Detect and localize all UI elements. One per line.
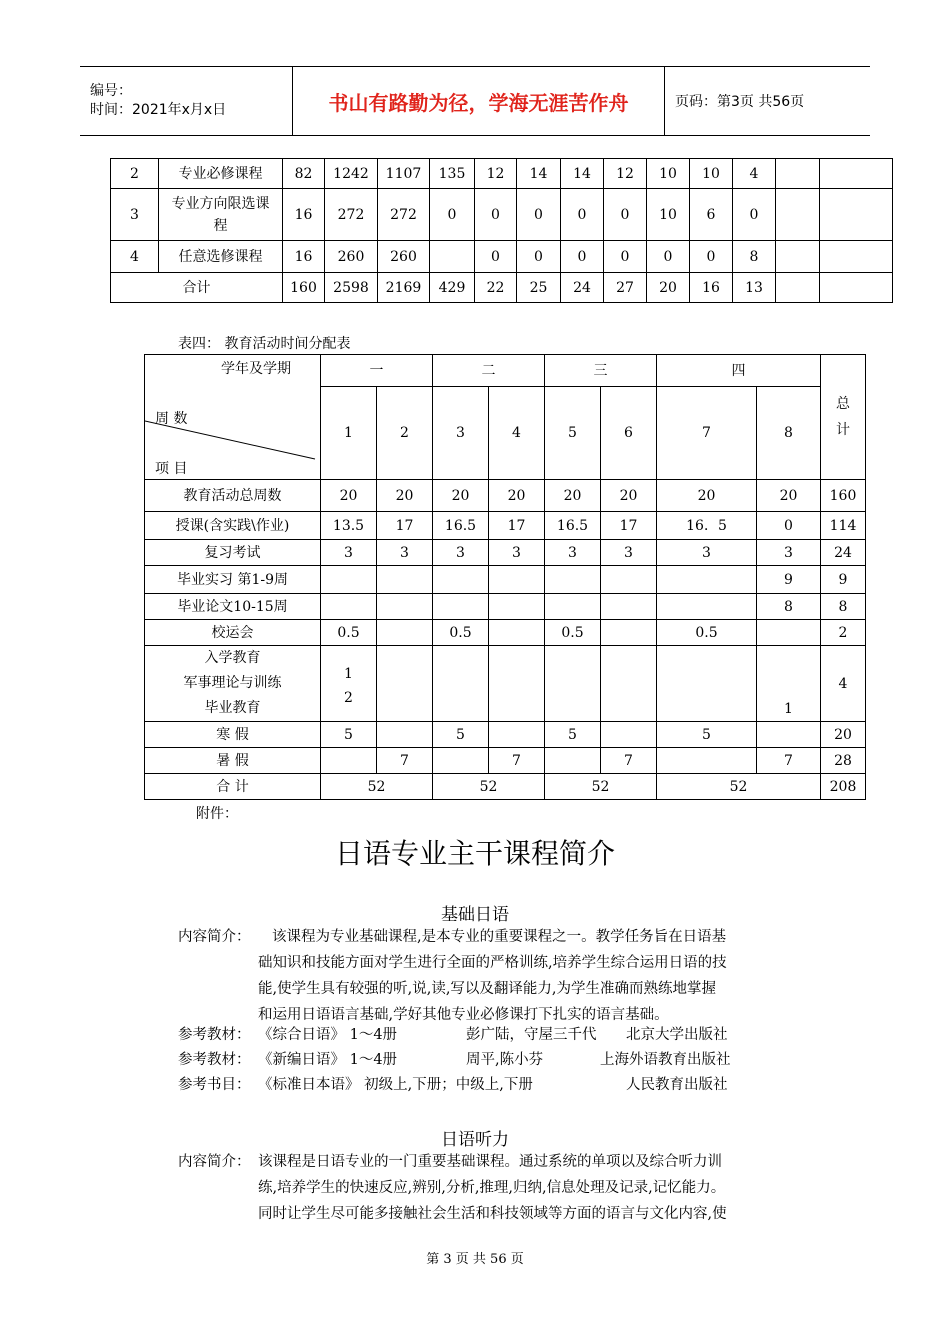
table-cell: 16 bbox=[283, 189, 325, 241]
total-header bbox=[821, 355, 866, 480]
table-cell bbox=[321, 646, 377, 722]
term-header: 1 bbox=[321, 387, 377, 480]
term-header: 2 bbox=[377, 387, 433, 480]
table-cell: 8 bbox=[757, 594, 821, 620]
table-cell: 0.5 bbox=[657, 620, 757, 646]
term-header: 5 bbox=[545, 387, 601, 480]
table-cell: 3 bbox=[377, 540, 433, 566]
table-cell bbox=[776, 189, 820, 241]
table-cell bbox=[377, 722, 433, 748]
term-header: 8 bbox=[757, 387, 821, 480]
table-cell: 2169 bbox=[378, 273, 430, 303]
table-cell: 0 bbox=[733, 189, 776, 241]
header-motto: 书山有路勤为径，学海无涯苦作舟 bbox=[293, 67, 665, 136]
table-cell: 272 bbox=[378, 189, 430, 241]
table-cell: 272 bbox=[325, 189, 378, 241]
intro-line: 同时让学生尽可能多接触社会生活和科技领域等方面的语言与文化内容,使 bbox=[258, 1206, 727, 1222]
reference-item bbox=[178, 1022, 828, 1047]
year-header: 二 bbox=[433, 355, 545, 387]
table-total-row bbox=[111, 273, 893, 303]
table-cell bbox=[820, 189, 893, 241]
table-cell: 52 bbox=[545, 774, 657, 800]
term-header: 4 bbox=[489, 387, 545, 480]
table-cell: 7 bbox=[757, 748, 821, 774]
table-cell bbox=[489, 722, 545, 748]
row-label: 合 计 bbox=[145, 774, 321, 800]
table-cell: 3 bbox=[489, 540, 545, 566]
table-cell: 0.5 bbox=[433, 620, 489, 646]
table-cell: 专业方向限选课程 bbox=[159, 189, 283, 241]
table-cell: 52 bbox=[433, 774, 545, 800]
table-cell bbox=[776, 241, 820, 273]
row-label: 毕业实习 第1-9周 bbox=[145, 566, 321, 594]
table-cell: 12 bbox=[604, 159, 647, 189]
table-cell: 20 bbox=[647, 273, 690, 303]
credit-table bbox=[110, 158, 893, 303]
table-cell: 3 bbox=[111, 189, 159, 241]
table-cell: 28 bbox=[821, 748, 866, 774]
term-header: 6 bbox=[601, 387, 657, 480]
table-cell: 5 bbox=[545, 722, 601, 748]
table-cell: 0 bbox=[475, 241, 517, 273]
table-cell: 13.5 bbox=[321, 512, 377, 540]
table-cell bbox=[321, 748, 377, 774]
year-header: 三 bbox=[545, 355, 657, 387]
table-cell: 4 bbox=[111, 241, 159, 273]
table-cell: 9 bbox=[821, 566, 866, 594]
row-label: 暑 假 bbox=[145, 748, 321, 774]
table-cell bbox=[545, 594, 601, 620]
table-cell: 16 bbox=[283, 241, 325, 273]
page-footer: 第 3 页 共 56 页 bbox=[426, 1252, 524, 1267]
table-cell bbox=[545, 646, 601, 722]
table-cell bbox=[433, 646, 489, 722]
table-cell: 1242 bbox=[325, 159, 378, 189]
table-cell bbox=[489, 620, 545, 646]
row-label: 授课(含实践\作业) bbox=[145, 512, 321, 540]
table-row bbox=[111, 241, 893, 273]
table-cell bbox=[377, 566, 433, 594]
table-cell bbox=[545, 566, 601, 594]
table-cell: 3 bbox=[433, 540, 489, 566]
table-cell: 专业必修课程 bbox=[159, 159, 283, 189]
table-cell: 4 bbox=[733, 159, 776, 189]
table-cell bbox=[433, 566, 489, 594]
table-cell: 16．5 bbox=[657, 512, 757, 540]
header-meta bbox=[80, 67, 293, 136]
table-cell: 1107 bbox=[378, 159, 430, 189]
table-cell: 24 bbox=[821, 540, 866, 566]
row-label: 毕业论文10-15周 bbox=[145, 594, 321, 620]
corner-header-cell bbox=[145, 355, 321, 480]
table-row bbox=[145, 540, 866, 566]
table-cell: 20 bbox=[321, 480, 377, 512]
year-header: 一 bbox=[321, 355, 433, 387]
reference-list bbox=[178, 1022, 828, 1097]
corner-label-weeks: 周 数 bbox=[155, 411, 188, 427]
table-cell: 17 bbox=[489, 512, 545, 540]
table-cell: 2 bbox=[821, 620, 866, 646]
row-label-line: 入学教育 bbox=[204, 650, 261, 666]
table-cell bbox=[820, 273, 893, 303]
table-cell: 20 bbox=[657, 480, 757, 512]
table-cell: 20 bbox=[489, 480, 545, 512]
table-cell: 260 bbox=[325, 241, 378, 273]
table-cell: 3 bbox=[757, 540, 821, 566]
table-row bbox=[145, 566, 866, 594]
table-cell: 160 bbox=[821, 480, 866, 512]
table-cell: 82 bbox=[283, 159, 325, 189]
table-cell: 0 bbox=[690, 241, 733, 273]
table-cell bbox=[433, 748, 489, 774]
table-cell: 25 bbox=[517, 273, 561, 303]
table-cell: 0 bbox=[647, 241, 690, 273]
table-cell bbox=[657, 594, 757, 620]
table-cell: 8 bbox=[733, 241, 776, 273]
table-cell: 17 bbox=[601, 512, 657, 540]
table-cell: 3 bbox=[601, 540, 657, 566]
table-header-row bbox=[145, 355, 866, 387]
row-label: 寒 假 bbox=[145, 722, 321, 748]
intro-line: 练,培养学生的快速反应,辨别,分析,推理,归纳,信息处理及记录,记忆能力。 bbox=[258, 1180, 726, 1196]
intro-line: 和运用日语语言基础,学好其他专业必修课打下扎实的语言基础。 bbox=[258, 1007, 669, 1023]
table-row bbox=[145, 722, 866, 748]
table-cell bbox=[377, 620, 433, 646]
year-header: 四 bbox=[657, 355, 821, 387]
intro-line: 该课程为专业基础课程,是本专业的重要课程之一。教学任务旨在日语基 bbox=[272, 929, 727, 945]
table-cell bbox=[820, 241, 893, 273]
table-row bbox=[145, 646, 866, 722]
table-cell: 4 bbox=[821, 646, 866, 722]
page-title: 日语专业主干课程简介 bbox=[334, 837, 615, 870]
document-number: 编号： bbox=[90, 83, 132, 99]
table-cell bbox=[430, 241, 475, 273]
table-cell: 0 bbox=[475, 189, 517, 241]
table-cell bbox=[433, 594, 489, 620]
table-cell bbox=[601, 620, 657, 646]
table-cell: 9 bbox=[757, 566, 821, 594]
row-label: 复习考试 bbox=[145, 540, 321, 566]
table-cell: 20 bbox=[433, 480, 489, 512]
table-cell: 0 bbox=[517, 189, 561, 241]
intro-label: 内容简介： bbox=[178, 929, 251, 945]
table-cell: 160 bbox=[283, 273, 325, 303]
table-cell: 0 bbox=[561, 189, 604, 241]
table-cell bbox=[757, 620, 821, 646]
table-cell: 合计 bbox=[111, 273, 283, 303]
table-cell: 16 bbox=[690, 273, 733, 303]
term-header: 7 bbox=[657, 387, 757, 480]
table-cell: 0 bbox=[517, 241, 561, 273]
total-header-text: 总计 bbox=[836, 396, 850, 438]
table-cell: 10 bbox=[647, 159, 690, 189]
table-cell: 22 bbox=[475, 273, 517, 303]
table-cell bbox=[657, 646, 757, 722]
table-row bbox=[111, 159, 893, 189]
table-cell bbox=[489, 566, 545, 594]
table-cell bbox=[489, 594, 545, 620]
reference-author: 彭广陆，守屋三千代 bbox=[466, 1027, 597, 1043]
table-cell: 2 bbox=[111, 159, 159, 189]
reference-item bbox=[178, 1047, 828, 1072]
table-cell: 208 bbox=[821, 774, 866, 800]
table-cell: 6 bbox=[690, 189, 733, 241]
reference-publisher: 北京大学出版社 bbox=[626, 1027, 728, 1043]
reference-publisher: 上海外语教育出版社 bbox=[600, 1052, 731, 1068]
table-cell bbox=[545, 748, 601, 774]
table-cell: 0 bbox=[604, 189, 647, 241]
table-cell: 7 bbox=[601, 748, 657, 774]
table-cell bbox=[377, 594, 433, 620]
intro-text bbox=[258, 1149, 828, 1227]
reference-publisher: 人民教育出版社 bbox=[626, 1077, 728, 1093]
table-cell bbox=[489, 646, 545, 722]
table-cell: 3 bbox=[321, 540, 377, 566]
table-cell: 0 bbox=[604, 241, 647, 273]
table-cell: 52 bbox=[321, 774, 433, 800]
table-cell: 3 bbox=[545, 540, 601, 566]
table-cell: 0 bbox=[757, 512, 821, 540]
table-cell: 27 bbox=[604, 273, 647, 303]
course-intro bbox=[178, 1149, 828, 1229]
table-cell bbox=[321, 594, 377, 620]
table-cell: 20 bbox=[601, 480, 657, 512]
table-cell: 52 bbox=[657, 774, 821, 800]
table-cell bbox=[757, 646, 821, 722]
table-cell: 16.5 bbox=[545, 512, 601, 540]
row-label-line: 军事理论与训练 bbox=[183, 675, 282, 691]
activity-time-table bbox=[144, 354, 866, 800]
term-header: 3 bbox=[433, 387, 489, 480]
table-cell: 7 bbox=[377, 748, 433, 774]
table-cell bbox=[820, 159, 893, 189]
table-cell bbox=[601, 722, 657, 748]
table-cell bbox=[657, 566, 757, 594]
table-row bbox=[145, 512, 866, 540]
page-header bbox=[80, 66, 870, 136]
table-cell: 3 bbox=[657, 540, 757, 566]
header-page-info: 页码：第3页 共56页 bbox=[665, 67, 871, 136]
cell-line: 2 bbox=[344, 690, 353, 706]
intro-line: 能,使学生具有较强的听,说,读,写以及翻译能力,为学生准确而熟练地掌握 bbox=[258, 981, 717, 997]
table-cell: 0.5 bbox=[321, 620, 377, 646]
table-cell: 任意选修课程 bbox=[159, 241, 283, 273]
table-total-row bbox=[145, 774, 866, 800]
row-label bbox=[145, 646, 321, 722]
table-cell bbox=[776, 159, 820, 189]
table-cell bbox=[601, 646, 657, 722]
row-label: 教育活动总周数 bbox=[145, 480, 321, 512]
table-cell: 5 bbox=[433, 722, 489, 748]
row-label-line: 毕业教育 bbox=[204, 700, 261, 716]
intro-line: 础知识和技能方面对学生进行全面的严格训练,培养学生综合运用日语的技 bbox=[258, 955, 727, 971]
course-title: 日语听力 bbox=[441, 1130, 509, 1150]
course-intro bbox=[178, 924, 828, 1028]
table-row bbox=[145, 748, 866, 774]
document-date: 时间：2021年x月x日 bbox=[90, 102, 227, 118]
intro-line: 该课程是日语专业的一门重要基础课程。通过系统的单项以及综合听力训 bbox=[258, 1154, 722, 1170]
table-cell: 8 bbox=[821, 594, 866, 620]
reference-book: 《标准日本语》 初级上,下册；中级上,下册 bbox=[258, 1077, 533, 1093]
appendix-label: 附件： bbox=[196, 806, 238, 822]
table-cell: 5 bbox=[321, 722, 377, 748]
reference-item bbox=[178, 1072, 828, 1097]
reference-book: 《综合日语》 1～4册 bbox=[258, 1027, 398, 1043]
reference-book: 《新编日语》 1～4册 bbox=[258, 1052, 398, 1068]
table-cell: 20 bbox=[821, 722, 866, 748]
table-cell: 10 bbox=[647, 189, 690, 241]
table-cell: 5 bbox=[657, 722, 757, 748]
table-cell bbox=[601, 566, 657, 594]
table-cell bbox=[757, 722, 821, 748]
table-cell: 0 bbox=[561, 241, 604, 273]
cell-value: 1 bbox=[784, 701, 793, 717]
table-cell: 14 bbox=[561, 159, 604, 189]
corner-label-term: 学年及学期 bbox=[221, 361, 291, 377]
table-cell: 7 bbox=[489, 748, 545, 774]
table-row bbox=[111, 189, 893, 241]
table-cell: 260 bbox=[378, 241, 430, 273]
table-cell: 24 bbox=[561, 273, 604, 303]
intro-text bbox=[258, 924, 828, 1028]
table-cell: 429 bbox=[430, 273, 475, 303]
intro-label: 内容简介： bbox=[178, 1154, 251, 1170]
table-cell: 20 bbox=[757, 480, 821, 512]
table-cell: 20 bbox=[545, 480, 601, 512]
table-cell: 2598 bbox=[325, 273, 378, 303]
table-cell: 12 bbox=[475, 159, 517, 189]
reference-label: 参考教材： bbox=[178, 1052, 251, 1068]
table-cell: 135 bbox=[430, 159, 475, 189]
course-title: 基础日语 bbox=[441, 905, 509, 925]
table-cell: 0.5 bbox=[545, 620, 601, 646]
table-cell bbox=[657, 748, 757, 774]
table-row bbox=[145, 480, 866, 512]
table-caption: 表四： 教育活动时间分配表 bbox=[178, 336, 351, 352]
reference-author: 周平,陈小芬 bbox=[466, 1052, 544, 1068]
table-cell bbox=[601, 594, 657, 620]
table-cell bbox=[321, 566, 377, 594]
table-cell bbox=[377, 646, 433, 722]
table-cell: 0 bbox=[430, 189, 475, 241]
corner-label-items: 项 目 bbox=[155, 461, 188, 477]
table-cell: 20 bbox=[377, 480, 433, 512]
row-label: 校运会 bbox=[145, 620, 321, 646]
table-cell: 13 bbox=[733, 273, 776, 303]
table-cell: 10 bbox=[690, 159, 733, 189]
reference-label: 参考教材： bbox=[178, 1027, 251, 1043]
table-row bbox=[145, 594, 866, 620]
table-cell bbox=[776, 273, 820, 303]
cell-line: 1 bbox=[344, 666, 353, 682]
table-cell: 114 bbox=[821, 512, 866, 540]
table-row bbox=[145, 620, 866, 646]
table-cell: 16.5 bbox=[433, 512, 489, 540]
table-cell: 14 bbox=[517, 159, 561, 189]
reference-label: 参考书目： bbox=[178, 1077, 251, 1093]
table-cell: 17 bbox=[377, 512, 433, 540]
